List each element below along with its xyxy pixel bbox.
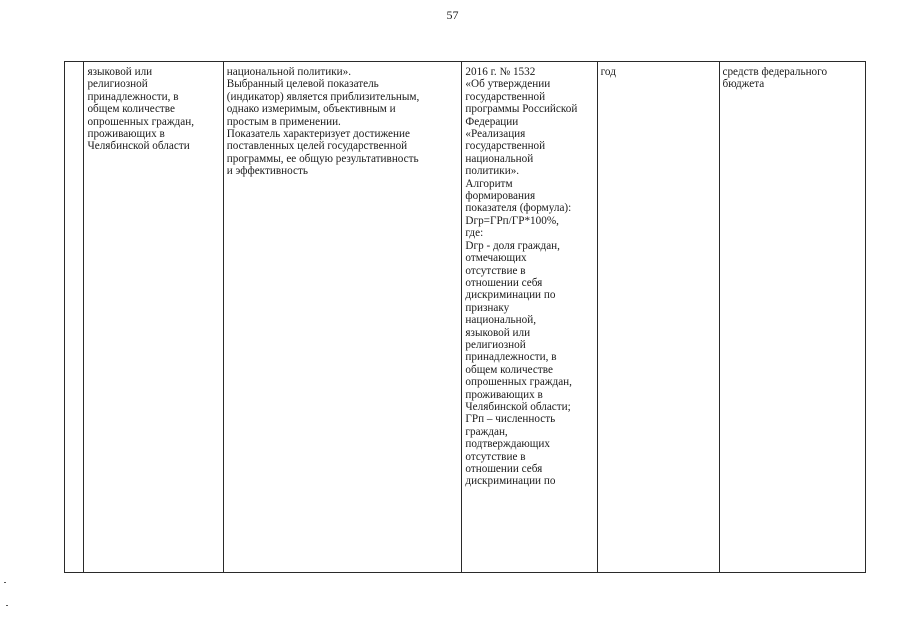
- table-row: [65, 62, 866, 573]
- scan-speck: [4, 582, 6, 583]
- calculation-method-cell: 2016 г. № 1532 «Об утверждении государственной программы Российской Федерации «Реализация государственной национальной политики». Алгоритм формирования показателя (формула): Dгр=ГРп/ГР*100%, где: Dгр - доля граждан, отмечающих отсутствие в отношении себя дискриминации по признаку национальной, языковой или религиозной принадлежности, в общем количестве опрошенных граждан, проживающих в Челябинской области; ГРп – численность граждан, подтверждающих отсутствие в отношении себя дискриминации по: [462, 62, 597, 573]
- periodicity-cell: год: [597, 62, 719, 573]
- row-number-cell: [65, 62, 84, 573]
- funding-source-cell: средств федерального бюджета: [719, 62, 866, 573]
- scan-speck: [6, 605, 8, 606]
- indicator-table: [64, 61, 866, 573]
- indicator-name-cell: языковой или религиозной принадлежности, в общем количестве опрошенных граждан, проживающих в Челябинской области: [84, 62, 223, 573]
- indicator-justification-cell: национальной политики». Выбранный целевой показатель (индикатор) является приблизительным, однако измеримым, объективным и простым в применении. Показатель характеризует достижение поставленных целей государственной программы, ее общую результативность и эффективность: [223, 62, 462, 573]
- page-number: 57: [446, 8, 459, 22]
